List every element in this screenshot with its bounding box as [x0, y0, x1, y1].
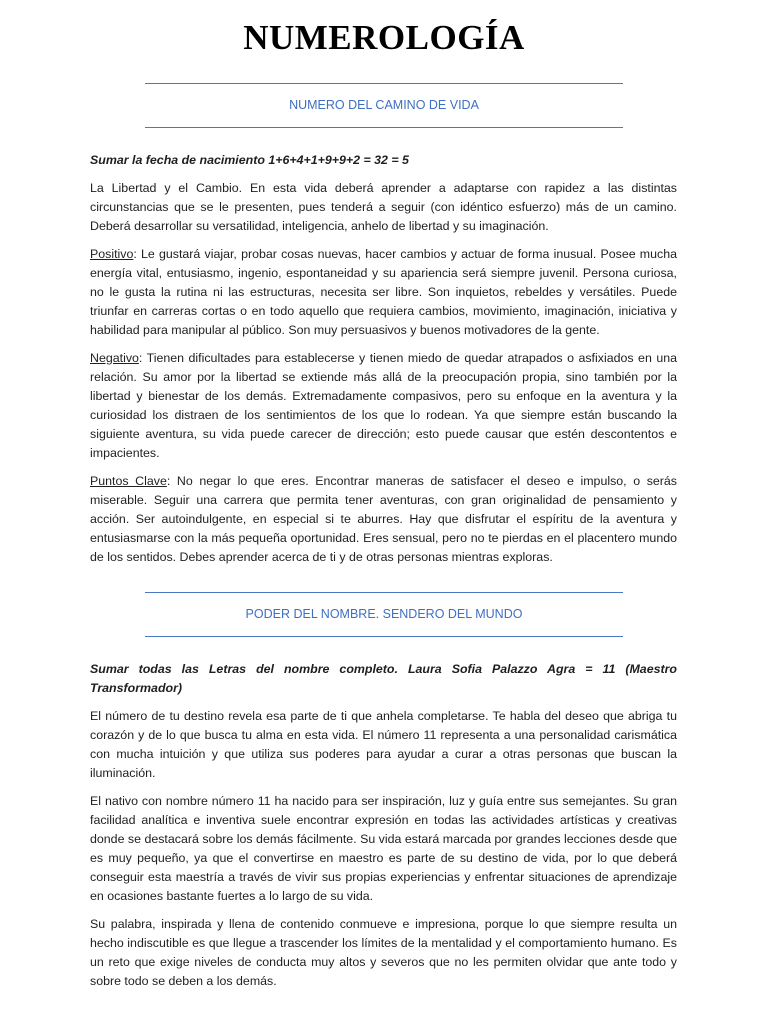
negative-text: : Tienen dificultades para establecerse y tienen miedo de quedar atrapados o asfixiados en una relación. Su amor por la libertad se extiende más allá de la preocupación propia, sino también por la libertad y bienestar de los demás. Extremadamente compasivos, pero su enfoque en la aventura y la curiosidad los distraen de los sentimientos de los que lo rodean. Ya que siempre están buscando la siguiente aventura, su vida puede carecer de dirección; esto puede causar que estén descontentos e impacientes. [90, 351, 677, 460]
positive-paragraph [90, 245, 677, 340]
name-power-paragraph-1: El número de tu destino revela esa parte de ti que anhela completarse. Te habla del deseo que abriga tu corazón y de lo que busca tu alma en esta vida. El número 11 representa a una personalidad carismática con mucha intuición y que utiliza sus poderes para ayudar a curar a otras personas que buscan la iluminación. [90, 709, 677, 780]
negative-paragraph [90, 349, 677, 463]
negative-label: Negativo [90, 351, 139, 365]
life-path-intro: La Libertad y el Cambio. En esta vida deberá aprender a adaptarse con rapidez a las distintas circunstancias que se le presenten, pues tenderá a seguir (con idéntico esfuerzo) más de un camino. Deberá desarrollar su versatilidad, inteligencia, anhelo de libertad y su imaginación. [90, 181, 677, 233]
keypoints-text: : No negar lo que eres. Encontrar maneras de satisfacer el deseo e impulso, o serás miserable. Seguir una carrera que permita tener aventuras, con gran originalidad de pensamiento y acción. Ser autoindulgente, en especial si te aburres. Hay que disfrutar el espíritu de la aventura y entusiasmarse con la más pequeña oportunidad. Eres sensual, pero no te pierdas en el placentero mundo de los sentidos. Debes aprender acerca de ti y de otras personas mientras exploras. [90, 474, 678, 564]
keypoints-paragraph [90, 472, 677, 567]
keypoints-label: Puntos Clave [90, 474, 167, 488]
section-heading-name-power: PODER DEL NOMBRE. SENDERO DEL MUNDO [245, 607, 523, 621]
name-power-paragraph-2: El nativo con nombre número 11 ha nacido para ser inspiración, luz y guía entre sus semejantes. Su gran facilidad analítica e inventiva suele encontrar expresión en todas las actividades artísticas y creativas donde se destacará sobre los demás fácilmente. Su vida estará marcada por grandes lecciones desde que es muy pequeño, ya que el convertirse en maestro es parte de su destino de vida, por lo que deberá conseguir esta maestría a través de vivir sus propias experiencias y enfrentar situaciones de aprendizaje en ocasiones bastante fuertes a lo largo de su vida. [90, 794, 677, 903]
page-title: NUMEROLOGÍA [243, 18, 525, 57]
name-power-paragraph-3: Su palabra, inspirada y llena de contenido conmueve e impresiona, porque lo que siempre resulta un hecho indiscutible es que llegue a trascender los límites de la mentalidad y el comportamiento humano. Es un reto que exige niveles de conducta muy altos y severos que no les permiten olvidar que ante todo y sobre todo se deben a los demás. [90, 917, 677, 988]
section-body-name-power [90, 660, 677, 1000]
section-divider-bottom [145, 127, 623, 128]
name-power-formula: Sumar todas las Letras del nombre completo. Laura Sofia Palazzo Agra = 11 (Maestro Transformador) [90, 662, 677, 695]
section-body-life-path [90, 151, 677, 576]
section-heading-life-path: NUMERO DEL CAMINO DE VIDA [289, 98, 479, 112]
life-path-formula: Sumar la fecha de nacimiento 1+6+4+1+9+9+2 = 32 = 5 [90, 153, 409, 167]
positive-label: Positivo [90, 247, 134, 261]
section-divider-top [145, 83, 623, 84]
section-divider-top [145, 592, 623, 593]
positive-text: : Le gustará viajar, probar cosas nuevas, hacer cambios y actuar de forma inusual. Posee mucha energía vital, entusiasmo, ingenio, espontaneidad y su apariencia será siempre juvenil. Persona curiosa, no le gusta la rutina ni las estructuras, necesita ser libre. Son inquietos, rebeldes y versátiles. Puede triunfar en carreras cortas o en todo aquello que requiera cambios, movimiento, imaginación, iniciativa y habilidad para manipular al público. Son muy persuasivos y buenos motivadores de la gente. [90, 247, 677, 337]
section-divider-bottom [145, 636, 623, 637]
